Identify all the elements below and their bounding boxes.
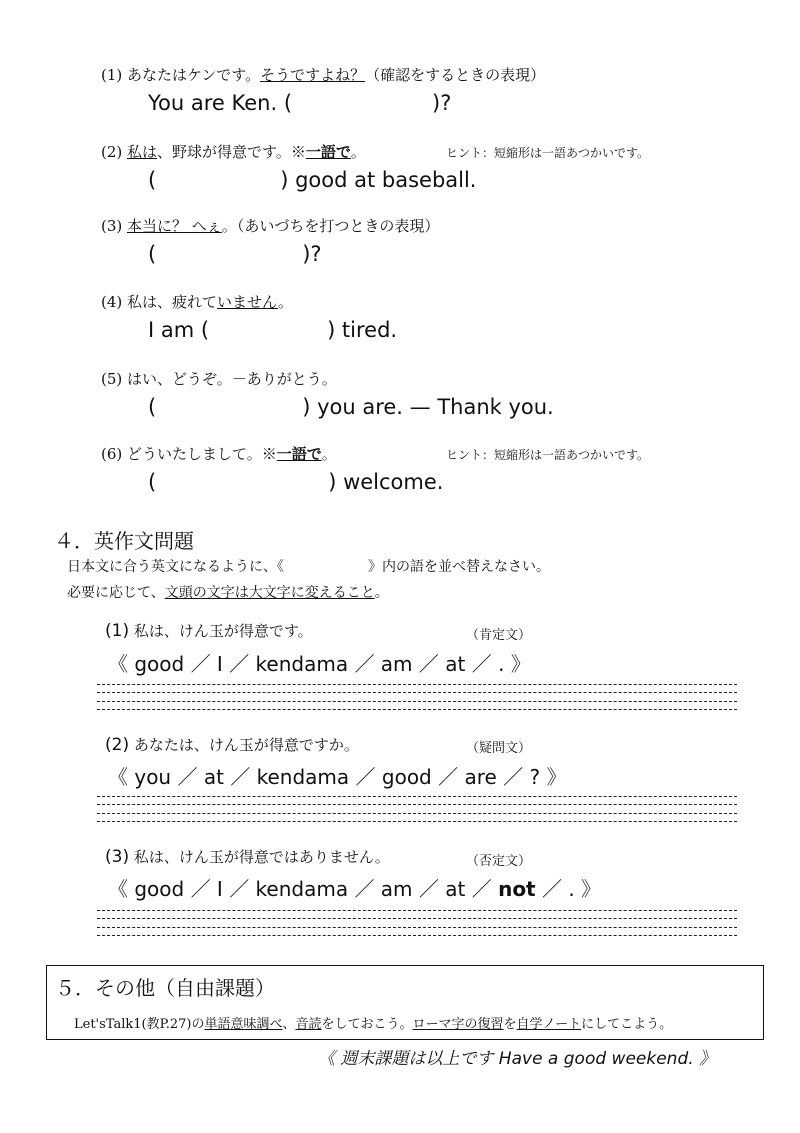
hint-text: ヒント：短縮形は一語あつかいです。: [446, 146, 650, 160]
q4-1-text: (1) 私は、けん玉が得意です。: [105, 621, 313, 641]
sentence-type-tag: （肯定文）: [466, 628, 532, 643]
answer-line: ( )?: [148, 242, 322, 266]
footer-message: 《 週末課題は以上です Have a good weekend. 》: [318, 1049, 717, 1069]
writing-lines[interactable]: [97, 796, 737, 830]
answer-line: I am ( ) tired.: [148, 318, 398, 342]
question-text: (4) 私は、疲れていません。: [101, 293, 293, 311]
sentence-type-tag: （疑問文）: [466, 741, 532, 756]
section4-instruction-1: 日本文に合う英文になるように、《 》内の語を並べ替えなさい。: [67, 559, 550, 575]
sentence-type-tag: （否定文）: [466, 854, 532, 869]
question-text: (5) はい、どうぞ。－ありがとう。: [101, 370, 337, 388]
section5-title: ５．その他（自由課題）: [55, 976, 275, 1000]
question-text: (1) あなたはケンです。そうですよね？（確認をするときの表現）: [101, 66, 546, 84]
word-bank: 《 you ／ at ／ kendama ／ good ／ are ／ ? 》: [108, 765, 567, 789]
section4-title: ４．英作文問題: [54, 529, 194, 553]
q4-2-text: (2) あなたは、けん玉が得意ですか。: [105, 735, 359, 755]
section4-instruction-2: 必要に応じて、文頭の文字は大文字に変えること。: [67, 585, 389, 601]
question-text: (2) 私は、野球が得意です。※一語で。: [101, 143, 366, 161]
hint-text: ヒント：短縮形は一語あつかいです。: [446, 448, 650, 462]
answer-line: You are Ken. ( )?: [148, 91, 452, 115]
writing-lines[interactable]: [97, 684, 737, 718]
question-text: (6) どういたしまして。※一語で。: [101, 445, 337, 463]
writing-lines[interactable]: [97, 910, 737, 944]
word-bank: 《 good ／ I ／ kendama ／ am ／ at ／ . 》: [108, 652, 531, 676]
q4-3-text: (3) 私は、けん玉が得意ではありません。: [105, 847, 390, 867]
section5-text: Let'sTalk1(教P.27)の単語意味調べ、音読をしておこう。ローマ字の復習を自学ノートにしてこよう。: [74, 1017, 673, 1032]
word-bank: 《 good ／ I ／ kendama ／ am ／ at ／ not ／ . 》: [108, 877, 602, 901]
answer-line: ( ) good at baseball.: [148, 168, 477, 192]
question-text: (3) 本当に？ へぇ。（あいづちを打つときの表現）: [101, 217, 440, 235]
answer-line: ( ) welcome.: [148, 470, 444, 494]
section5-box: [46, 965, 764, 1040]
answer-line: ( ) you are. — Thank you.: [148, 395, 554, 419]
